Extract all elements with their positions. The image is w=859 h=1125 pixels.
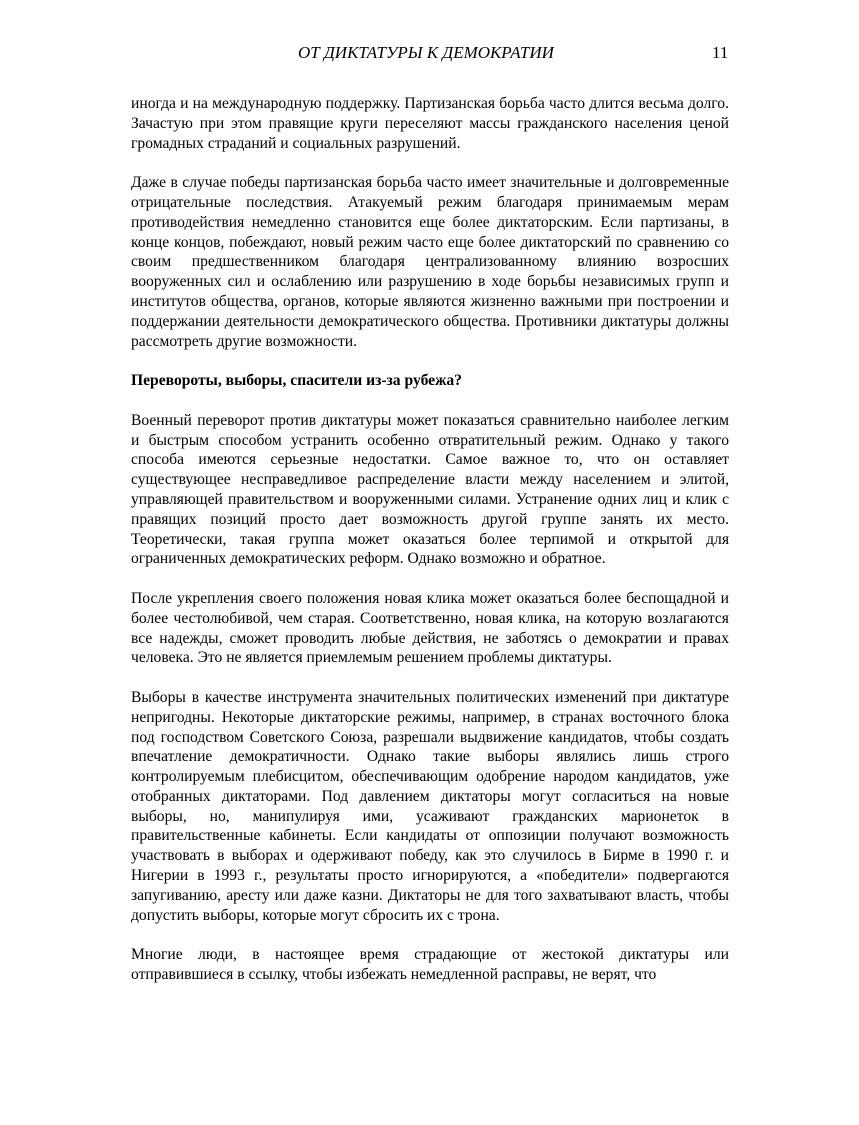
paragraph-4: После укрепления своего положения новая клика может оказаться более беспощадной и более честолюбивой, чем старая. Соответственно, новая клика, на которую возлагаются все надежды, сможет проводить любые действия, не заботясь о демократии и правах человека. Это не является приемлемым решением проблемы диктатуры. <box>131 589 729 667</box>
paragraph-2: Даже в случае победы партизанская борьба часто имеет значительные и долговременные отрицательные последствия. Атакуемый режим благодаря принимаемым мерам противодействия немедленно становится еще более диктаторским. Если партизаны, в конце концов, побеждают, новый режим часто еще более диктаторский по сравнению со своим предшественником благодаря централизованному влиянию возросших вооруженных сил и ослаблению или разрушению в ходе борьбы независимых групп и институтов общества, органов, которые являются жизненно важными при построении и поддержании деятельности демократического общества. Противники диктатуры должны рассмотреть другие возможности. <box>131 174 729 350</box>
running-title: ОТ ДИКТАТУРЫ К ДЕМОКРАТИИ <box>298 43 554 62</box>
paragraph-6: Многие люди, в настоящее время страдающие от жестокой диктатуры или отправившиеся в ссылку, чтобы избежать немедленной расправы, не верят, что <box>131 946 729 984</box>
paragraph-3: Военный переворот против диктатуры может показаться сравнительно наиболее легким и быстрым способом устранить особенно отвратительный режим. Однако у такого способа имеются серьезные недостатки. Самое важное то, что он оставляет существующее несправедливое распределение власти между населением и элитой, управляющей правительством и вооруженными силами. Устранение одних лиц и клик с правящих позиций просто дает возможность другой группе занять их место. Теоретически, такая группа может оказаться более терпимой и открытой для ограниченных демократических реформ. Однако возможно и обратное. <box>131 411 729 568</box>
page-header <box>0 42 859 66</box>
page-number: 11 <box>712 43 729 62</box>
paragraph-1: иногда и на международную поддержку. Партизанская борьба часто длится весьма долго. Зачастую при этом правящие круги переселяют массы гражданского населения ценой громадных страданий и социальных разрушений. <box>131 95 729 152</box>
paragraph-5: Выборы в качестве инструмента значительных политических изменений при диктатуре непригодны. Некоторые диктаторские режимы, например, в странах восточного блока под господством Советского Союза, разрешали выдвижение кандидатов, чтобы создать впечатление демократичности. Однако такие выборы являлись лишь строго контролируемым плебисцитом, обеспечивающим одобрение народом кандидатов, уже отобранных диктаторами. Под давлением диктаторы могут согласиться на новые выборы, но, манипулируя ими, усаживают гражданских марионеток в правительственные кабинеты. Если кандидаты от оппозиции получают возможность участвовать в выборах и одерживают победу, как это случилось в Бирме в 1990 г. и Нигерии в 1993 г., результаты просто игнорируются, а «победители» подвергаются запугиванию, аресту или даже казни. Диктаторы не для того захватывают власть, чтобы допустить выборы, которые могут сбросить их с трона. <box>131 688 729 924</box>
section-heading: Перевороты, выборы, спасители из-за рубежа? <box>131 372 462 390</box>
page-body <box>131 94 729 985</box>
